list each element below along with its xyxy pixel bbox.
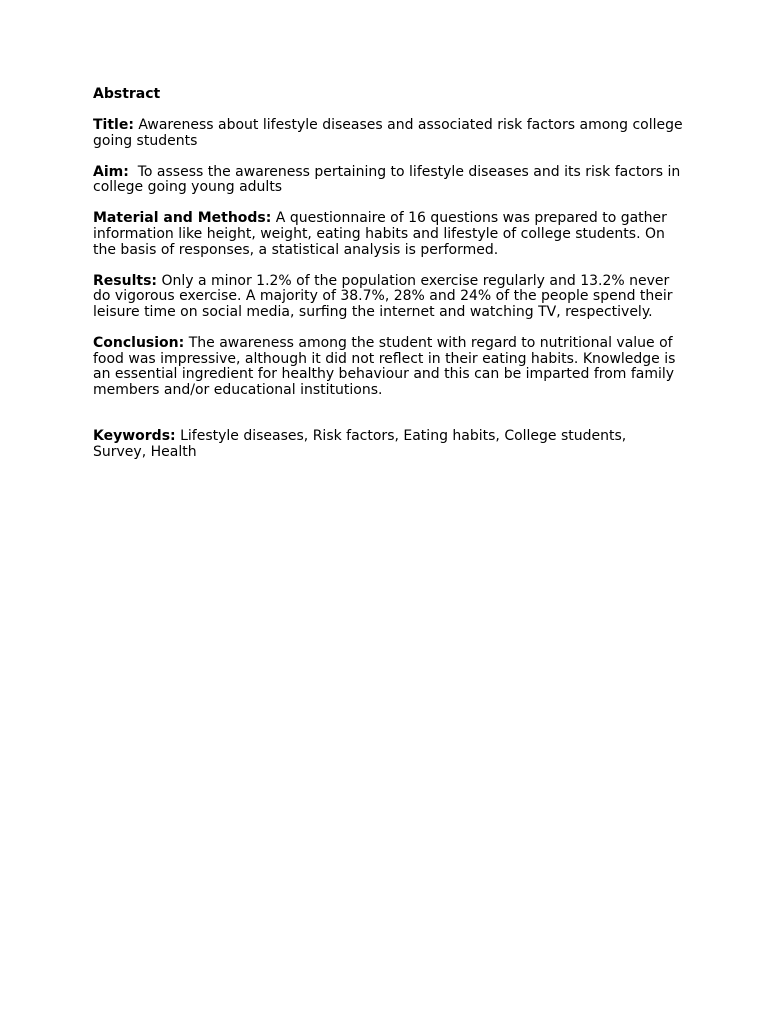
conclusion-text: The awareness among the student with regard to nutritional value of food was impressive, although it did not reflect in their eating habits. Knowledge is an essential ingredient for healthy behaviour and this can be imparted from family members and/or educational institutions. (93, 335, 680, 398)
results-paragraph (93, 274, 683, 321)
methods-text: A questionnaire of 16 questions was prepared to gather information like height, weight, eating habits and lifestyle of college students. On the basis of responses, a statistical analysis is performed. (93, 210, 672, 258)
keywords-text: Lifestyle diseases, Risk factors, Eating habits, College students, Survey, Health (93, 428, 631, 460)
title-text: Awareness about lifestyle diseases and associated risk factors among college going students (93, 117, 688, 149)
results-label: Results: (93, 272, 157, 289)
aim-label: Aim: (93, 163, 129, 180)
aim-text: To assess the awareness pertaining to lifestyle diseases and its risk factors in college going young adults (93, 163, 685, 196)
conclusion-paragraph (93, 336, 683, 398)
abstract-heading: Abstract (93, 86, 161, 102)
conclusion-label: Conclusion: (93, 335, 185, 352)
keywords-paragraph (93, 429, 683, 460)
aim-paragraph (93, 165, 683, 196)
title-label: Title: (93, 117, 134, 134)
keywords-label: Keywords: (93, 428, 176, 445)
abstract-content (93, 86, 688, 476)
methods-label: Material and Methods: (93, 210, 272, 227)
results-text: Only a minor 1.2% of the population exercise regularly and 13.2% never do vigorous exercise. A majority of 38.7%, 28% and 24% of the people spend their leisure time on social media, surfing the internet and watching TV, respectively. (93, 272, 678, 320)
title-paragraph (93, 117, 688, 149)
methods-paragraph (93, 211, 683, 258)
